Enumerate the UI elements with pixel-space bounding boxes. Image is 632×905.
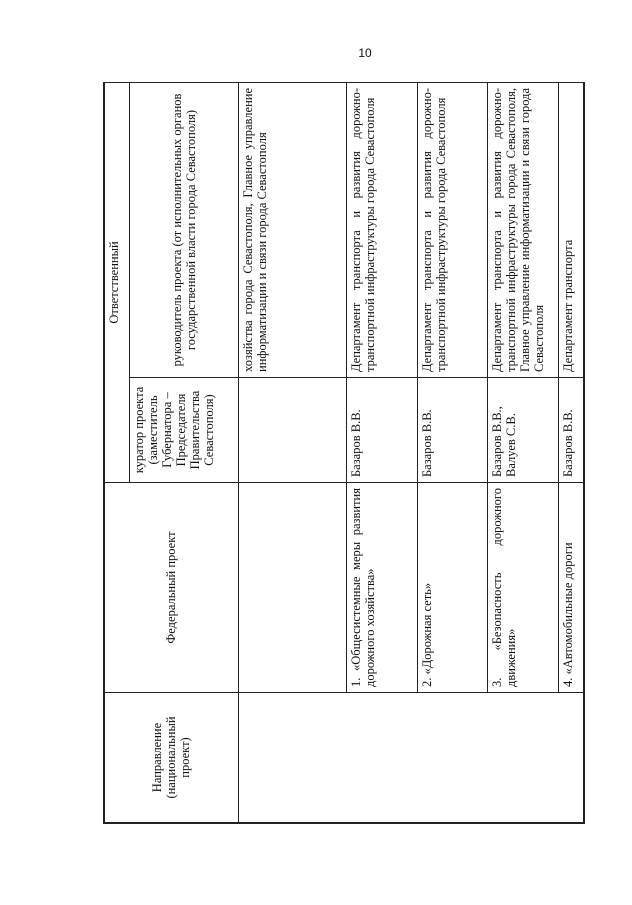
header-direction: Направление (национальный проект)	[105, 693, 239, 823]
header-leader: руководитель проекта (от исполнительных органов государственной власти города Севастополя)	[129, 83, 238, 378]
curator-cell: Базаров В.В.	[347, 378, 418, 483]
leader-cell: Департамент транспорта и развития дорожно-транспортной инфраструктуры города Севастополя, Главное управление информатизации и связи города Севастополя	[488, 83, 559, 378]
continuation-row	[238, 83, 347, 823]
project-cell: 1. «Общесистемные меры развития дорожного хозяйства»	[347, 483, 418, 693]
leader-cell: Департамент транспорта и развития дорожно-транспортной инфраструктуры города Севастополя	[347, 83, 418, 378]
curator-cell: Базаров В.В., Валуев С.В.	[488, 378, 559, 483]
curator-cell: Базаров В.В.	[558, 378, 583, 483]
projects-table	[104, 82, 584, 823]
rotated-table-wrapper	[104, 83, 584, 823]
header-curator: куратор проекта (заместитель Губернатора – Председателя Правительства Севастополя)	[129, 378, 238, 483]
curator-cell: Базаров В.В.	[417, 378, 488, 483]
continuation-project-cell	[238, 483, 347, 693]
project-cell: 2. «Дорожная сеть»	[417, 483, 488, 693]
header-row-1	[105, 83, 130, 823]
leader-cell: Департамент транспорта	[558, 83, 583, 378]
table-container	[103, 82, 585, 824]
continuation-leader-cell: хозяйства города Севастополя, Главное управление информатизации и связи города Севастополя	[238, 83, 347, 378]
leader-cell: Департамент транспорта и развития дорожно-транспортной инфраструктуры города Севастополя	[417, 83, 488, 378]
continuation-curator-cell	[238, 378, 347, 483]
header-responsible: Ответственный	[105, 83, 130, 483]
direction-cell	[238, 693, 583, 823]
page-number: 10	[358, 46, 372, 60]
project-cell: 3. «Безопасность дорожного движения»	[488, 483, 559, 693]
project-cell: 4. «Автомобильные дороги	[558, 483, 583, 693]
header-federal-project: Федеральный проект	[105, 483, 239, 693]
